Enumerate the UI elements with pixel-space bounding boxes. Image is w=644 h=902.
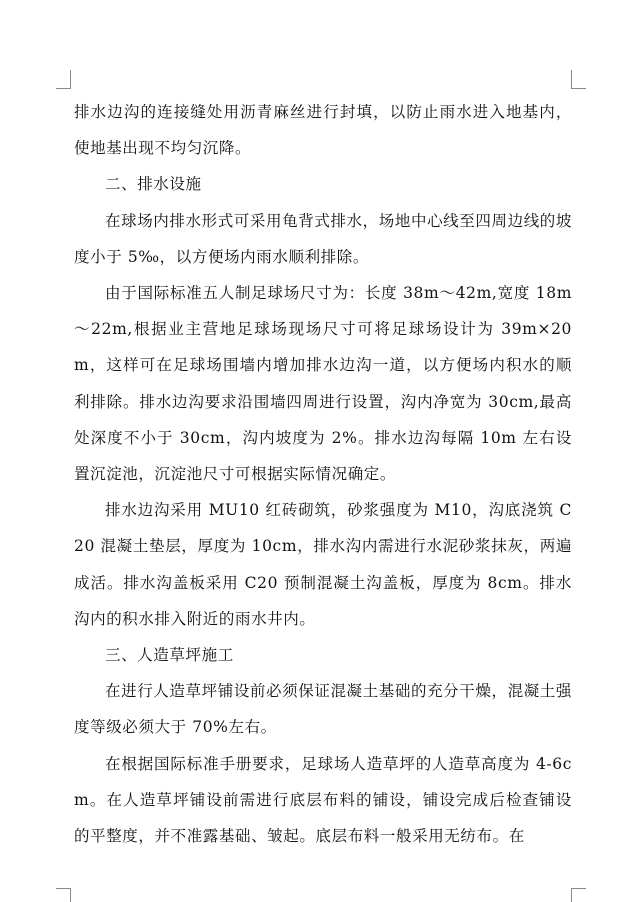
- paragraph-field-dimensions: 由于国际标准五人制足球场尺寸为：长度 38m～42m,宽度 18m～22m,根据业主营地足球场现场尺寸可将足球场设计为 39m×20m，这样可在足球场围墙内增加排水边沟一道，以方便场内积水的顺利排除。排水边沟要求沿围墙四周进行设置，沟内净宽为 30cm,最高处深度不小于 30cm，沟内坡度为 2%。排水边沟每隔 10m 左右设置沉淀池，沉淀池尺寸可根据实际情况确定。: [74, 284, 572, 484]
- section-heading-artificial-turf: 三、人造草坪施工: [105, 646, 234, 665]
- paragraph-concrete-dry: 在进行人造草坪铺设前必须保证混凝土基础的充分干燥，混凝土强度等级必须大于 70%左右。: [74, 682, 572, 737]
- paragraph-turf-height: 在根据国际标准手册要求，足球场人造草坪的人造草高度为 4-6cm。在人造草坪铺设前需进行底层布料的铺设，铺设完成后检查铺设的平整度，并不准露基础、皱起。底层布料一般采用无纺布。在: [74, 754, 572, 846]
- page-corner-mark-bottom-left: [56, 888, 71, 902]
- page-corner-mark-top-left: [56, 70, 71, 89]
- paragraph-drainage-form: 在球场内排水形式可采用龟背式排水，场地中心线至四周边线的坡度小于 5‰，以方便场内雨水顺利排除。: [74, 211, 572, 266]
- page-corner-mark-bottom-right: [571, 888, 586, 902]
- paragraph-continuation: 排水边沟的连接缝处用沥青麻丝进行封填，以防止雨水进入地基内，使地基出现不均匀沉降。: [74, 103, 572, 158]
- section-heading-drainage: 二、排水设施: [105, 175, 202, 194]
- paragraph-ditch-construction: 排水边沟采用 MU10 红砖砌筑，砂浆强度为 M10，沟底浇筑 C20 混凝土垫层，厚度为 10cm，排水沟内需进行水泥砂浆抹灰，两遍成活。排水沟盖板采用 C20 预制混凝土沟盖板，厚度为 8cm。排水沟内的积水排入附近的雨水井内。: [74, 501, 572, 628]
- page-corner-mark-top-right: [571, 70, 586, 89]
- document-page: [74, 94, 572, 854]
